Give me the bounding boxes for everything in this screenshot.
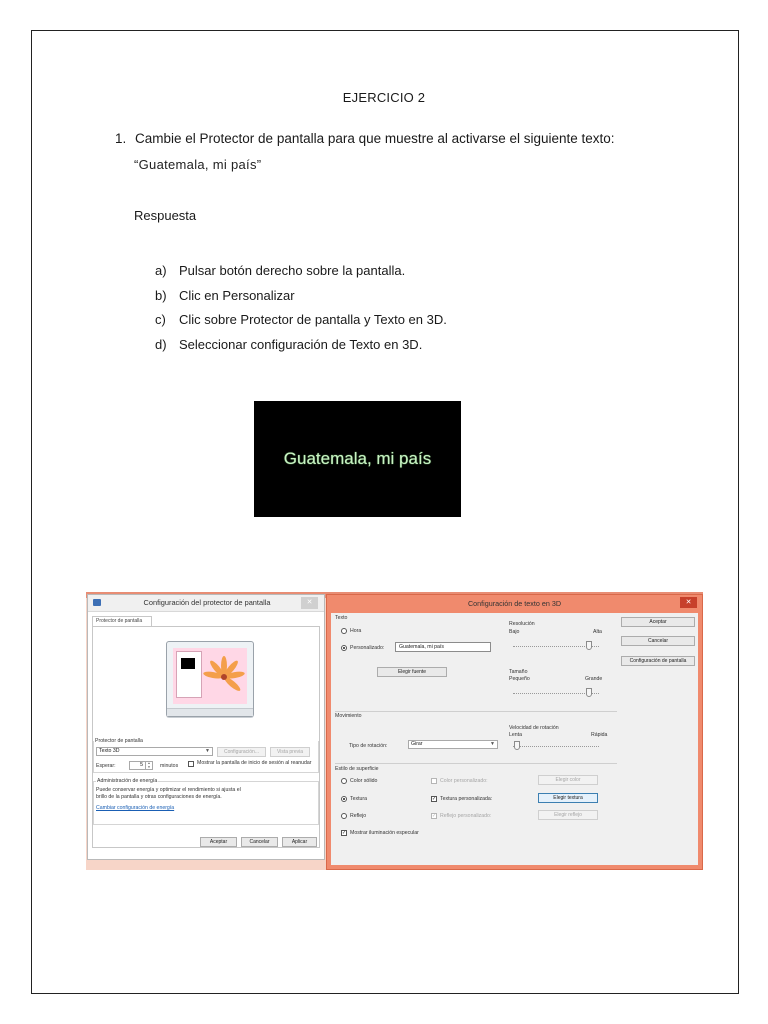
step-letter: c) (155, 312, 166, 327)
selected-screensaver: Texto 3D (99, 748, 120, 754)
custom-texture-checkbox[interactable]: ✓ (432, 796, 437, 802)
specular-label: Mostrar iluminación especular (350, 830, 419, 836)
radio-solid-color-label: Color sólido (350, 778, 378, 784)
text-group-divider (335, 711, 617, 712)
ok-button[interactable]: Aceptar (621, 617, 695, 627)
radio-solid-color[interactable] (341, 778, 347, 784)
power-text-line1: Puede conservar energía y optimizar el rendimiento si ajusta el (96, 787, 241, 793)
motion-group-divider (335, 763, 617, 764)
step-letter: a) (155, 263, 167, 278)
custom-text-input[interactable]: Guatemala, mi país (395, 642, 491, 652)
chevron-down-icon: ▼ (205, 748, 210, 754)
preview-text: Guatemala, mi país (283, 449, 432, 468)
choose-reflection-button[interactable]: Elegir reflejo (538, 810, 598, 820)
change-power-settings-link[interactable]: Cambiar configuración de energía (96, 805, 175, 811)
rotation-speed-label: Velocidad de rotación (509, 725, 559, 731)
radio-reflection[interactable] (341, 813, 347, 819)
answer-label: Respuesta (134, 208, 197, 223)
rotation-type-value: Girar (411, 741, 423, 747)
question-1 (115, 131, 715, 146)
cancel-button[interactable]: Cancelar (241, 837, 278, 847)
resume-checkbox-label: Mostrar la pantalla de inicio de sesión al reanudar (197, 760, 312, 766)
question-quote: “Guatemala, mi país” (134, 157, 262, 172)
step-item (155, 311, 447, 336)
step-text: Clic sobre Protector de pantalla y Texto en 3D. (179, 312, 447, 327)
screensaver-select[interactable] (96, 747, 213, 756)
monitor-screen (173, 648, 247, 704)
resolution-slider-thumb[interactable] (586, 641, 592, 650)
wait-value: 5 (140, 762, 143, 768)
answer-steps (155, 262, 447, 360)
wait-label: Esperar: (96, 763, 116, 769)
step-text: Seleccionar configuración de Texto en 3D. (179, 336, 423, 352)
question-text: Cambie el Protector de pantalla para que muestre al activarse el siguiente texto: (135, 131, 615, 146)
choose-color-button[interactable]: Elegir color (538, 775, 598, 785)
specular-checkbox[interactable]: ✓ (342, 830, 347, 836)
chevron-down-icon: ▼ (490, 741, 495, 747)
custom-reflection-label: Reflejo personalizado: (440, 813, 492, 819)
close-button[interactable]: ✕ (301, 597, 318, 609)
cancel-button[interactable]: Cancelar (621, 636, 695, 646)
text3d-settings-dialog (326, 594, 703, 870)
resume-checkbox[interactable] (188, 761, 194, 767)
custom-reflection-checkbox[interactable]: ✓ (432, 813, 437, 819)
wait-minutes-stepper[interactable] (129, 761, 153, 770)
radio-custom-label: Personalizado: (350, 645, 385, 651)
resolution-label: Resolución (509, 621, 535, 627)
resolution-low-label: Bajo (509, 629, 520, 635)
custom-texture-label: Textura personalizada: (440, 796, 493, 802)
dialog-titlebar (88, 595, 324, 612)
screensaver-group (93, 741, 319, 773)
step-item (155, 336, 447, 361)
question-number: 1. (115, 131, 127, 146)
radio-time-label: Hora (350, 628, 362, 634)
step-text: Pulsar botón derecho sobre la pantalla. (179, 263, 406, 278)
screensaver-settings-dialog (87, 594, 325, 860)
radio-custom[interactable] (341, 645, 347, 651)
dialog-titlebar (327, 595, 702, 612)
document-title: EJERCICIO 2 (342, 90, 426, 105)
monitor-preview (166, 641, 254, 717)
resolution-high-label: Alta (593, 629, 602, 635)
preview-button[interactable]: Vista previa (270, 747, 310, 757)
speed-slider-thumb[interactable] (514, 741, 520, 750)
size-small-label: Pequeño (509, 676, 530, 682)
display-settings-button[interactable]: Configuración de pantalla (621, 656, 695, 666)
radio-texture-label: Textura (350, 796, 368, 802)
step-letter: d) (155, 336, 167, 352)
size-label: Tamaño (509, 669, 528, 675)
radio-time[interactable] (341, 628, 347, 634)
choose-texture-button[interactable]: Elegir textura (538, 793, 598, 803)
ok-button[interactable]: Aceptar (200, 837, 237, 847)
dialog-title: Configuración de texto en 3D (467, 599, 562, 608)
dialogs-screenshot (86, 592, 703, 870)
stepper-arrows-icon[interactable]: ▲ ▼ (145, 762, 152, 769)
screensaver-preview-image (254, 401, 461, 517)
rotation-type-label: Tipo de rotación: (349, 743, 388, 749)
speed-slider-track[interactable] (513, 746, 599, 747)
choose-font-button[interactable]: Elegir fuente (377, 667, 447, 677)
preview-black-square (181, 658, 195, 669)
apply-button[interactable]: Aplicar (282, 837, 317, 847)
step-text: Clic en Personalizar (179, 287, 295, 303)
size-slider-thumb[interactable] (586, 688, 592, 697)
text-group-label: Texto (335, 615, 348, 621)
dialog-title: Configuración del protector de pantalla (143, 598, 271, 607)
settings-button[interactable]: Configuración... (217, 747, 266, 757)
rotation-type-select[interactable] (408, 740, 498, 749)
dialog-client-area (331, 613, 698, 865)
speed-slow-label: Lenta (509, 732, 522, 738)
step-item (155, 262, 447, 287)
surface-group-label: Estilo de superficie (335, 766, 379, 772)
screensaver-group-label: Protector de pantalla (95, 738, 143, 744)
radio-reflection-label: Reflejo (350, 813, 367, 819)
power-text-line2: brillo de la pantalla y otras configuraciones de energía. (96, 794, 222, 800)
radio-texture[interactable] (341, 796, 347, 802)
step-item (155, 287, 447, 312)
monitor-base (167, 708, 253, 716)
custom-color-label: Color personalizado: (440, 778, 488, 784)
close-button[interactable]: ✕ (680, 597, 697, 608)
tab-screensaver[interactable]: Protector de pantalla (92, 616, 152, 626)
step-letter: b) (155, 287, 167, 303)
minutes-label: minutos (160, 763, 179, 769)
custom-color-checkbox[interactable] (431, 778, 437, 784)
motion-group-label: Movimiento (335, 713, 362, 719)
flower-wallpaper-icon (203, 656, 245, 698)
size-large-label: Grande (585, 676, 603, 682)
speed-fast-label: Rápida (591, 732, 608, 738)
power-group-label: Administración de energía (97, 778, 158, 784)
